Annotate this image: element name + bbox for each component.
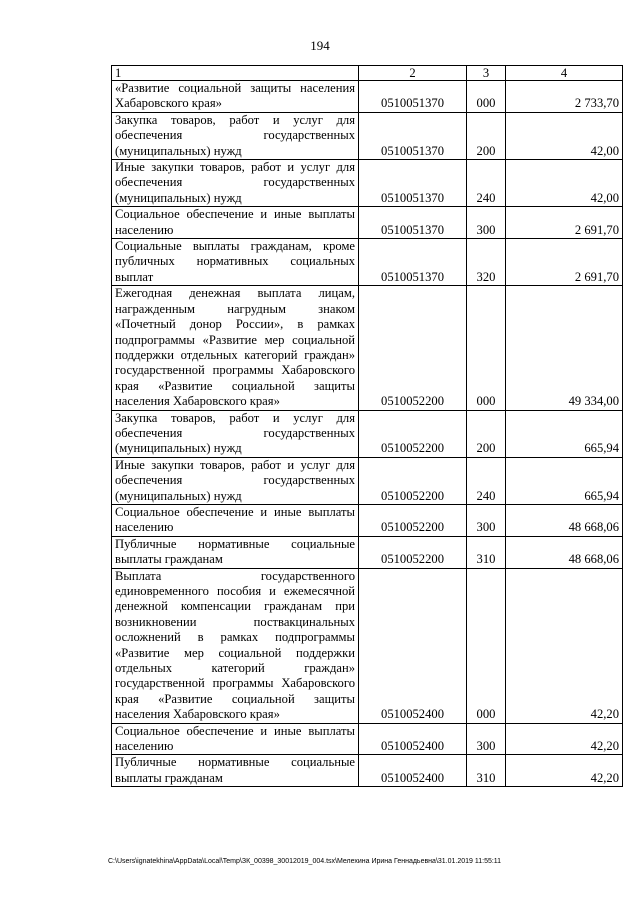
row-amount-cell: 665,94 bbox=[506, 457, 623, 504]
row-code-cell: 0510052200 bbox=[359, 410, 467, 457]
row-amount-cell: 2 691,70 bbox=[506, 239, 623, 286]
row-code-cell: 0510052200 bbox=[359, 536, 467, 568]
table-row bbox=[112, 457, 623, 504]
row-type-cell: 240 bbox=[467, 160, 506, 207]
row-amount-cell: 42,00 bbox=[506, 160, 623, 207]
table-row bbox=[112, 568, 623, 723]
row-amount-cell: 2 733,70 bbox=[506, 81, 623, 113]
row-type-cell: 200 bbox=[467, 112, 506, 159]
header-col-3: 3 bbox=[467, 66, 506, 81]
row-code-cell: 0510051370 bbox=[359, 81, 467, 113]
row-code-cell: 0510052400 bbox=[359, 723, 467, 755]
row-code-cell: 0510052200 bbox=[359, 286, 467, 410]
row-name-cell: Социальное обеспечение и иные выплаты населению bbox=[112, 207, 359, 239]
row-name-cell: Публичные нормативные социальные выплаты гражданам bbox=[112, 755, 359, 787]
header-col-2: 2 bbox=[359, 66, 467, 81]
budget-table bbox=[111, 65, 623, 787]
row-amount-cell: 49 334,00 bbox=[506, 286, 623, 410]
row-name-cell: Иные закупки товаров, работ и услуг для обеспечения государственных (муниципальных) нужд bbox=[112, 457, 359, 504]
row-type-cell: 300 bbox=[467, 723, 506, 755]
table-row bbox=[112, 755, 623, 787]
table-row bbox=[112, 723, 623, 755]
row-code-cell: 0510051370 bbox=[359, 112, 467, 159]
table-row bbox=[112, 207, 623, 239]
row-type-cell: 200 bbox=[467, 410, 506, 457]
header-col-4: 4 bbox=[506, 66, 623, 81]
page-number: 194 bbox=[310, 38, 330, 53]
table-row bbox=[112, 286, 623, 410]
row-code-cell: 0510051370 bbox=[359, 160, 467, 207]
row-name-cell: Социальное обеспечение и иные выплаты населению bbox=[112, 723, 359, 755]
row-name-cell: Закупка товаров, работ и услуг для обеспечения государственных (муниципальных) нужд bbox=[112, 112, 359, 159]
table-row bbox=[112, 81, 623, 113]
table-row bbox=[112, 112, 623, 159]
row-name-cell: Иные закупки товаров, работ и услуг для обеспечения государственных (муниципальных) нужд bbox=[112, 160, 359, 207]
row-type-cell: 300 bbox=[467, 207, 506, 239]
row-name-cell: Ежегодная денежная выплата лицам, награжденным нагрудным знаком «Почетный донор России», в рамках подпрограммы «Развитие мер социальной поддержки отдельных категорий граждан» государственной программы Хабаровского края «Развитие социальной защиты населения Хабаровского края» bbox=[112, 286, 359, 410]
row-code-cell: 0510052400 bbox=[359, 568, 467, 723]
row-amount-cell: 48 668,06 bbox=[506, 504, 623, 536]
table-body bbox=[112, 81, 623, 787]
row-amount-cell: 42,20 bbox=[506, 568, 623, 723]
row-name-cell: Публичные нормативные социальные выплаты гражданам bbox=[112, 536, 359, 568]
footer-file-path: C:\Users\ignatekhina\AppData\Local\Temp\ЗК_00398_30012019_004.tsx\Мелехина Ирина Геннадьевна\31.01.2019 11:55:11 bbox=[108, 858, 502, 865]
row-name-cell: Закупка товаров, работ и услуг для обеспечения государственных (муниципальных) нужд bbox=[112, 410, 359, 457]
row-amount-cell: 42,20 bbox=[506, 723, 623, 755]
row-type-cell: 240 bbox=[467, 457, 506, 504]
row-amount-cell: 48 668,06 bbox=[506, 536, 623, 568]
row-amount-cell: 42,00 bbox=[506, 112, 623, 159]
row-code-cell: 0510052200 bbox=[359, 457, 467, 504]
row-code-cell: 0510051370 bbox=[359, 207, 467, 239]
row-name-cell: «Развитие социальной защиты населения Хабаровского края» bbox=[112, 81, 359, 113]
header-col-1: 1 bbox=[112, 66, 359, 81]
row-code-cell: 0510051370 bbox=[359, 239, 467, 286]
row-name-cell: Выплата государственного единовременного пособия и ежемесячной денежной компенсации гражданам при возникновении поствакцинальных осложнений в рамках подпрограммы «Развитие мер социальной поддержки отдельных категорий граждан» государственной программы Хабаровского края «Развитие социальной защиты населения Хабаровского края» bbox=[112, 568, 359, 723]
row-code-cell: 0510052400 bbox=[359, 755, 467, 787]
row-type-cell: 310 bbox=[467, 536, 506, 568]
row-type-cell: 310 bbox=[467, 755, 506, 787]
row-type-cell: 000 bbox=[467, 81, 506, 113]
row-amount-cell: 665,94 bbox=[506, 410, 623, 457]
table-header-row bbox=[112, 66, 623, 81]
table-row bbox=[112, 160, 623, 207]
table-row bbox=[112, 239, 623, 286]
row-type-cell: 000 bbox=[467, 568, 506, 723]
row-name-cell: Социальные выплаты гражданам, кроме публичных нормативных социальных выплат bbox=[112, 239, 359, 286]
table-row bbox=[112, 536, 623, 568]
row-amount-cell: 2 691,70 bbox=[506, 207, 623, 239]
table-row bbox=[112, 504, 623, 536]
row-type-cell: 320 bbox=[467, 239, 506, 286]
row-code-cell: 0510052200 bbox=[359, 504, 467, 536]
row-name-cell: Социальное обеспечение и иные выплаты населению bbox=[112, 504, 359, 536]
row-amount-cell: 42,20 bbox=[506, 755, 623, 787]
row-type-cell: 300 bbox=[467, 504, 506, 536]
table-row bbox=[112, 410, 623, 457]
row-type-cell: 000 bbox=[467, 286, 506, 410]
